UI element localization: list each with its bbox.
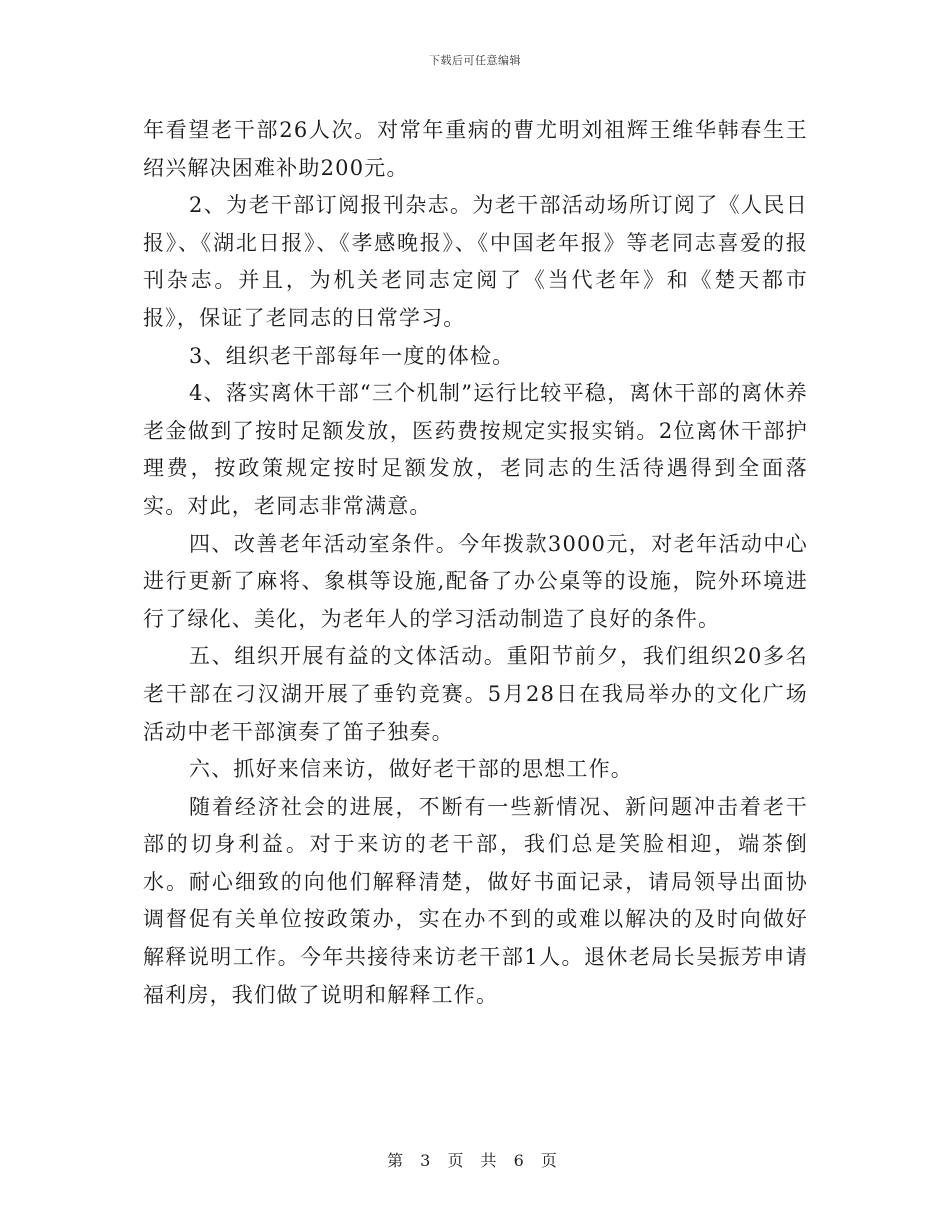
page-footer: 第 3 页 共 6 页 [387,1151,563,1170]
document-body [143,112,808,1014]
paragraph-4: 4、落实离休干部“三个机制”运行比较平稳，离休干部的离休养老金做到了按时足额发放，医药费按规定实报实销。2位离休干部护理费，按政策规定按时足额发放，老同志的生活待遇得到全面落实。对此，老同志非常满意。 [143,381,808,518]
paragraph-1: 年看望老干部26人次。对常年重病的曹尤明刘祖辉王维华韩春生王绍兴解决困难补助200元。 [143,118,808,180]
paragraph-6: 五、组织开展有益的文体活动。重阳节前夕，我们组织20多名老干部在刁汉湖开展了垂钓竞赛。5月28日在我局举办的文化广场活动中老干部演奏了笛子独奏。 [143,644,808,744]
paragraph-2: 2、为老干部订阅报刊杂志。为老干部活动场所订阅了《人民日报》、《湖北日报》、《孝感晚报》、《中国老年报》等老同志喜爱的报刊杂志。并且，为机关老同志定阅了《当代老年》和《楚天都市报》，保证了老同志的日常学习。 [143,193,808,330]
paragraph-5: 四、改善老年活动室条件。今年拨款3000元，对老年活动中心进行更新了麻将、象棋等设施,配备了办公桌等的设施，院外环境进行了绿化、美化，为老年人的学习活动制造了良好的条件。 [143,531,808,631]
paragraph-3: 3、组织老干部每年一度的体检。 [189,343,515,368]
paragraph-7: 六、抓好来信来访，做好老干部的思想工作。 [189,757,633,782]
paragraph-8: 随着经济社会的进展，不断有一些新情况、新问题冲击着老干部的切身利益。对于来访的老干部，我们总是笑脸相迎，端茶倒水。耐心细致的向他们解释清楚，做好书面记录，请局领导出面协调督促有关单位按政策办，实在办不到的或难以解决的及时向做好解释说明工作。今年共接待来访老干部1人。退休老局长吴振芳申请福利房，我们做了说明和解释工作。 [143,794,808,1007]
page-header: 下载后可任意编辑 [429,54,521,67]
